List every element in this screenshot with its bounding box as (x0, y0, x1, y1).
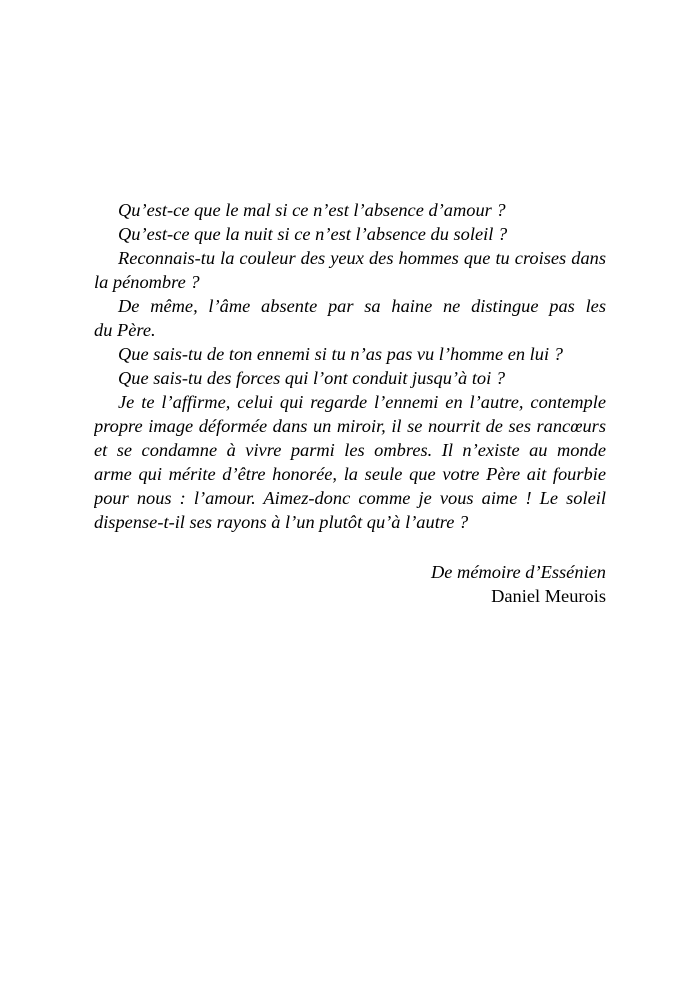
text-line: dispense-t-il ses rayons à l’un plutôt qu’à l’autre ? (94, 512, 469, 532)
signature (431, 560, 606, 608)
signature-author: Daniel Meurois (491, 586, 606, 606)
text-line: propre image déformée dans un miroir, il se nourrit de ses rancœurs (94, 416, 606, 436)
text-line: la pénombre ? (94, 272, 200, 292)
text-line: Qu’est-ce que le mal si ce n’est l’absence d’amour ? (118, 200, 506, 220)
signature-source: De mémoire d’Essénien (431, 562, 606, 582)
body-text (94, 198, 606, 534)
text-line: Reconnais-tu la couleur des yeux des hommes que tu croises dans (118, 248, 606, 268)
text-line: arme qui mérite d’être honorée, la seule que votre Père ait fourbie (94, 464, 606, 484)
text-line: Je te l’affirme, celui qui regarde l’ennemi en l’autre, contemple (118, 392, 606, 412)
text-line: du Père. (94, 320, 156, 340)
text-line: Qu’est-ce que la nuit si ce n’est l’absence du soleil ? (118, 224, 508, 244)
text-line: et se condamne à vivre parmi les ombres. Il n’existe au monde (94, 440, 606, 460)
text-line: Que sais-tu des forces qui l’ont conduit jusqu’à toi ? (118, 368, 506, 388)
text-line: pour nous : l’amour. Aimez-donc comme je vous aime ! Le soleil (94, 488, 606, 508)
text-line: De même, l’âme absente par sa haine ne distingue pas les (118, 296, 606, 316)
text-line: Que sais-tu de ton ennemi si tu n’as pas vu l’homme en lui ? (118, 344, 563, 364)
